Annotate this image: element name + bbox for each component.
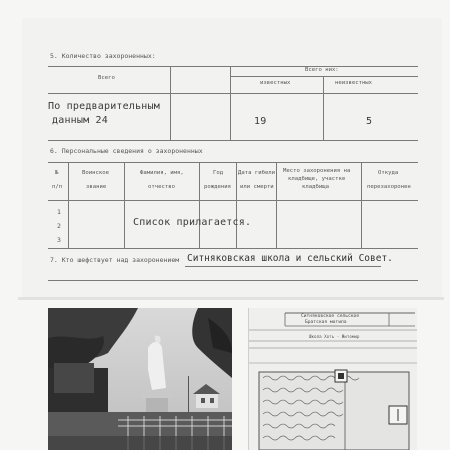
row-number: 2 xyxy=(57,222,61,230)
header-rank: Воинское xyxy=(82,170,109,176)
table5-bottom-rule xyxy=(48,140,418,141)
table6-col-divider xyxy=(276,162,277,248)
table5-col-divider xyxy=(230,66,231,140)
table5-col-divider xyxy=(170,66,171,140)
row-number: 3 xyxy=(57,236,61,244)
page-fold xyxy=(18,297,444,300)
header-from: Откуда xyxy=(378,170,399,176)
table6-col-divider xyxy=(68,162,69,248)
header-year: Год xyxy=(213,170,224,176)
table5-col-divider xyxy=(323,76,324,140)
header-place: кладбище, участке xyxy=(288,176,346,182)
header-rank: звание xyxy=(86,184,107,190)
memorial-photo xyxy=(48,308,232,450)
header-name: Фамилия, имя, xyxy=(140,170,184,176)
header-place: кладбища xyxy=(302,184,329,190)
header-year: рождения xyxy=(204,184,231,190)
col-unknown-header: неизвестных xyxy=(335,80,373,86)
patron-value: Ситняковская школа и сельский Совет. xyxy=(187,253,393,264)
table5-subheader-rule xyxy=(230,76,418,77)
section6-title: 6. Персональные сведения о захороненных xyxy=(50,147,203,155)
map-title: Ситняковское сельское xyxy=(301,314,360,319)
row-label-line2: данным 24 xyxy=(52,115,108,126)
table6-col-divider xyxy=(361,162,362,248)
blank-line xyxy=(48,280,418,281)
table6-col-divider xyxy=(236,162,237,248)
table5-header-rule xyxy=(48,93,418,94)
header-place: Место захоронения на xyxy=(283,168,351,174)
section5-title: 5. Количество захороненных: xyxy=(50,52,156,60)
table6-header-rule xyxy=(48,200,418,201)
list-attached-note: Список прилагается. xyxy=(133,217,252,228)
row-label-line1: По предварительным xyxy=(48,101,160,112)
row-number: 1 xyxy=(57,208,61,216)
table6-bottom-rule xyxy=(48,248,418,249)
header-from: перезахоронен xyxy=(367,184,411,190)
col-known-header: известных xyxy=(260,80,291,86)
map-plan-drawing xyxy=(249,308,417,450)
header-date: или смерти xyxy=(240,184,274,190)
col-total-header: Всего xyxy=(98,75,115,81)
header-num: п/п xyxy=(52,184,63,190)
map-road-label: Школа Хоть - Житомир xyxy=(309,334,360,339)
table6-col-divider xyxy=(199,162,200,248)
header-num: № xyxy=(55,170,59,176)
table6-col-divider xyxy=(124,162,125,248)
burial-site-map xyxy=(248,308,417,450)
col-including-header: Всего них: xyxy=(305,67,339,73)
patron-underline xyxy=(185,266,381,267)
table6-top-rule xyxy=(48,162,418,163)
section7-label: 7. Кто шефствует над захоронением xyxy=(50,256,180,264)
table5-top-rule xyxy=(48,66,418,67)
header-date: Дата гибели xyxy=(238,170,276,176)
header-name: отчество xyxy=(148,184,175,190)
memorial-photo-image xyxy=(48,308,232,450)
map-subtitle: Братская могила xyxy=(305,320,347,325)
known-count: 19 xyxy=(254,116,267,127)
unknown-count: 5 xyxy=(366,116,373,127)
